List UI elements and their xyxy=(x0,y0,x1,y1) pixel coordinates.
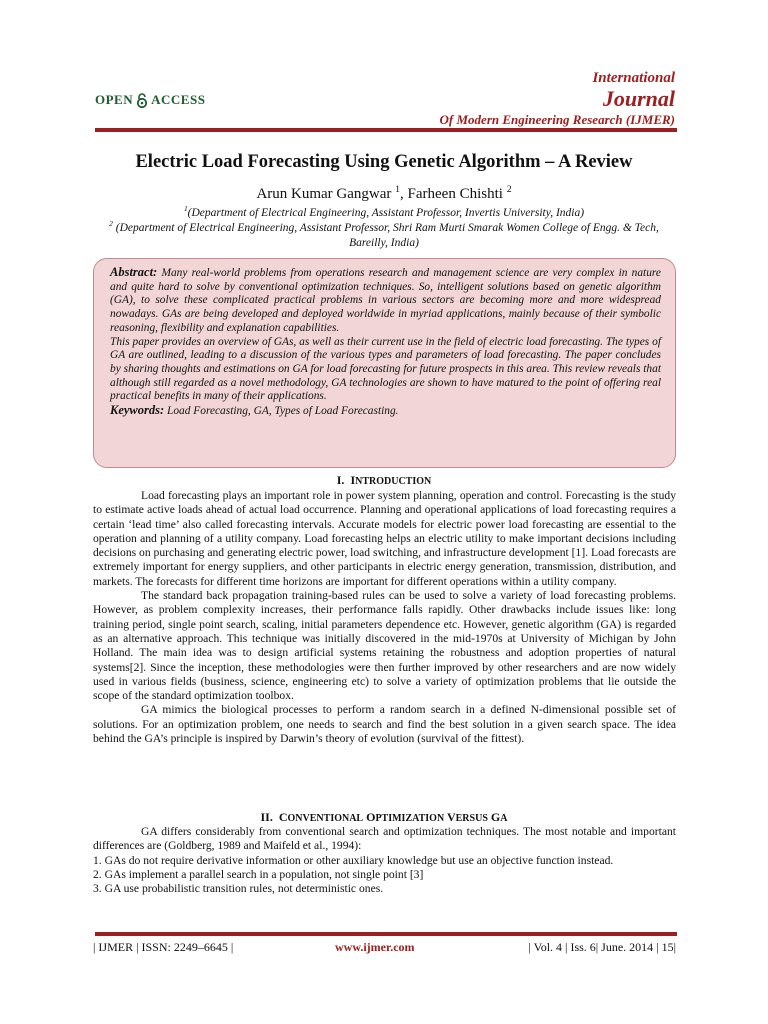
author-line xyxy=(0,186,768,203)
section-2-para-1: GA differs considerably from conventional search and optimization techniques. The most notable and important differences are (Goldberg, 1989 and Maifeld et al., 1994): xyxy=(93,825,676,853)
section-2-w3-rest: ERSUS xyxy=(455,813,488,824)
section-1-heading xyxy=(0,473,768,488)
section-2-heading xyxy=(0,810,768,825)
section-1-body xyxy=(93,489,676,746)
section-1-rest: NTRODUCTION xyxy=(355,476,432,487)
author-2: Farheen Chishti xyxy=(407,186,503,202)
section-1-para-3: GA mimics the biological processes to perform a random search in a defined N-dimensional possible set of solutions. For an optimization problem, one needs to search and find the best solution in a given search space. The idea behind the GA’s principle is inspired by Darwin’s theory of evolution (survival of the fittest). xyxy=(93,703,676,746)
section-2-w4-cap: G xyxy=(490,810,501,824)
section-2-number: II. xyxy=(260,810,273,824)
abstract-box xyxy=(93,258,676,468)
open-access-logo xyxy=(95,92,205,108)
abstract-para-1 xyxy=(110,266,661,336)
header-rule xyxy=(95,128,677,132)
author-separator: , xyxy=(400,186,408,202)
journal-international: International xyxy=(592,70,675,86)
section-2-list-item: 2. GAs implement a parallel search in a population, not single point [3] xyxy=(93,867,424,881)
keywords-label: Keywords: xyxy=(110,403,165,418)
section-2-w2-cap: O xyxy=(366,810,376,824)
footer-issn: | IJMER | ISSN: 2249–6645 | xyxy=(93,940,234,954)
affiliation-2-sup: 2 xyxy=(109,219,113,229)
affiliation-2-text: (Department of Electrical Engineering, Assistant Professor, Shri Ram Murti Smarak Women College of Engg. & Tech, Bareilly, India) xyxy=(112,222,659,249)
section-2-w3-cap: V xyxy=(446,810,456,824)
abstract-label: Abstract: xyxy=(110,265,158,279)
affiliation-2 xyxy=(100,221,668,251)
footer-website-link[interactable]: www.ijmer.com xyxy=(335,940,415,954)
author-1: Arun Kumar Gangwar xyxy=(256,186,392,202)
keywords-text: Load Forecasting, GA, Types of Load Forecasting. xyxy=(164,405,399,418)
footer-volume-page: | Vol. 4 | Iss. 6| June. 2014 | 15| xyxy=(528,940,676,954)
section-1-number: I. xyxy=(336,473,345,487)
author-1-sup: 1 xyxy=(395,184,401,195)
section-1-para-1: Load forecasting plays an important role in power system planning, operation and control. Forecasting is the study to estimate active loads ahead of actual load occurrence. Planning and operational applications of load forecasting requires a certain ‘lead time’ also called forecasting intervals. Accurate models for electric power load forecasting are essential to the operation and planning of a utility company. Load forecasting helps an electric utility to make important decisions including decisions on purchasing and generating electric power, load switching, and infrastructure development [1]. Load forecasts are extremely important for energy suppliers, and other participants in electric energy generation, transmission, distribution, and markets. The forecasts for different time horizons are important for different operations within a utility company. xyxy=(93,489,676,588)
paper-title: Electric Load Forecasting Using Genetic Algorithm – A Review xyxy=(135,152,633,172)
affiliation-1-sup: 1 xyxy=(183,204,188,214)
section-2-w2-rest: PTIMIZATION xyxy=(375,813,445,824)
abstract-text-1: Many real-world problems from operations research and management science are very complex in nature and quite hard to solve by conventional optimization techniques. So, intelligent solutions based on genetic algorithm (GA), to solve these complicated practical problems in various sectors are becoming more and more widespread nowadays. GAs are being developed and deployed worldwide in myriad applications, mainly because of their symbolic reasoning, flexibility and explanation capabilities. xyxy=(110,267,661,334)
section-2-list-item: 1. GAs do not require derivative information or other auxiliary knowledge but use an objective function instead. xyxy=(93,853,614,867)
affiliation-1-text: (Department of Electrical Engineering, Assistant Professor, Invertis University, India) xyxy=(187,207,585,219)
journal-subtitle: Of Modern Engineering Research (IJMER) xyxy=(439,112,675,127)
section-2-body xyxy=(93,825,676,896)
open-access-word-access: ACCESS xyxy=(151,92,206,107)
keywords-line xyxy=(110,404,661,419)
footer-rule xyxy=(95,932,677,936)
section-2-w1-rest: ONVENTIONAL xyxy=(287,813,364,824)
affiliation-1 xyxy=(100,206,668,221)
section-1-cap: I xyxy=(350,473,356,487)
section-1-para-2: The standard back propagation training-based rules can be used to solve a variety of load forecasting problems. However, as problem complexity increases, their performance falls rapidly. Other drawbacks include issues like: long training period, single point search, scaling, initial parameters dependence etc. However, genetic algorithm (GA) is regarded as an alternative approach. This technique was initially discovered in the mid-1970s at University of Michigan by John Holland. The main idea was to design artificial systems retaining the robustness and adoption properties of natural systems[2]. Since the inception, these methodologies were then further improved by other researchers and are now widely used in various fields (business, science, engineering etc) to solve a variety of optimization problems that lie outside the scope of the standard optimization toolbox. xyxy=(93,589,676,703)
journal-word: Journal xyxy=(602,86,675,111)
author-2-sup: 2 xyxy=(506,184,512,195)
section-2-w4-rest: A xyxy=(500,813,508,824)
section-2-list-item: 3. GA use probabilistic transition rules, not deterministic ones. xyxy=(93,882,384,896)
abstract-text-2: This paper provides an overview of GAs, as well as their current use in the field of electric load forecasting. The types of GA are outlined, leading to a discussion of the various types and parameters of load forecasting. The paper concludes by sharing thoughts and estimations on GA for load forecasting for future prospects in this area. This review reveals that although still regarded as a novel methodology, GA technologies are shown to have matured to the point of offering real practical benefits in many of their applications. xyxy=(110,335,661,403)
section-2-w1-cap: C xyxy=(278,810,288,824)
open-access-word-open: OPEN xyxy=(95,92,134,107)
open-lock-icon xyxy=(136,93,148,108)
